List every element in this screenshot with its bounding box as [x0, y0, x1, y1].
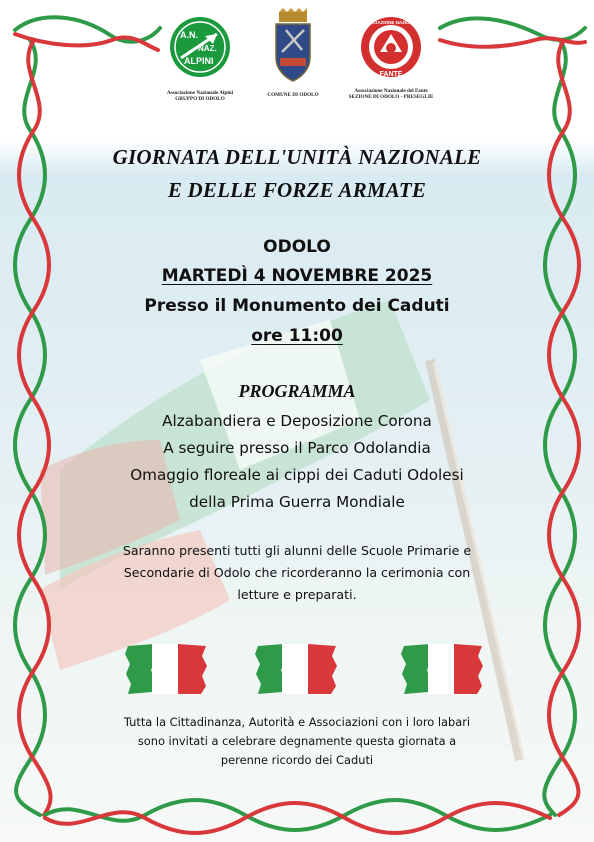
italian-flag-icon	[125, 644, 207, 694]
comune-coat-of-arms	[270, 8, 316, 84]
note-line: letture e preparati.	[237, 587, 357, 602]
footer-line: perenne ricordo dei Caduti	[220, 753, 374, 767]
event-place: ODOLO	[263, 237, 331, 257]
ana-logo-caption: Associazione Nazionale Alpini GRUPPO DI ODOLO	[166, 90, 234, 102]
event-date: MARTEDÌ 4 NOVEMBRE 2025	[161, 266, 433, 286]
programme-item: della Prima Guerra Mondiale	[189, 493, 405, 511]
note-line: Secondarie di Odolo che ricorderanno la cerimonia con	[123, 565, 471, 580]
ana-logo-left-text: A.N.	[180, 30, 198, 40]
programme-item: Omaggio floreale ai cippi dei Caduti Odolesi	[130, 466, 464, 484]
event-time: ore 11:00	[251, 326, 343, 346]
footer-line: Tutta la Cittadinanza, Autorità e Associazioni con i loro labari	[123, 715, 471, 729]
header-logos	[0, 0, 594, 130]
italian-flag-icon	[401, 644, 483, 694]
programme-list	[0, 408, 594, 516]
title-line-1: GIORNATA DELL'UNITÀ NAZIONALE	[112, 145, 482, 169]
italian-flags-row	[0, 640, 594, 700]
ana-alpini-logo	[167, 14, 233, 80]
italian-flag-icon	[255, 644, 337, 694]
fante-logo-arc-text: ASSOCIAZIONE NAZIONALE	[360, 20, 422, 25]
fante-association-logo	[358, 14, 424, 80]
note-line: Saranno presenti tutti gli alunni delle Scuole Primarie e	[122, 543, 472, 558]
schools-note	[0, 540, 594, 606]
fante-logo-bottom-text: FANTE	[379, 71, 403, 78]
fante-caption: Associazione Nazionale del Fante SEZIONE DI ODOLO - PRESEGLIE	[348, 88, 434, 100]
ana-logo-bottom-text: ALPINI	[184, 56, 214, 66]
invitation-footer	[0, 713, 594, 770]
programme-heading: PROGRAMMA	[238, 381, 356, 401]
ana-logo-mid-text: NAZ.	[198, 44, 217, 53]
programme-item: Alzabandiera e Deposizione Corona	[162, 412, 432, 430]
footer-line: sono invitati a celebrare degnamente questa giornata a	[137, 734, 457, 748]
event-location: Presso il Monumento dei Caduti	[144, 296, 450, 316]
title-line-2: E DELLE FORZE ARMATE	[167, 178, 427, 202]
comune-caption: COMUNE DI ODOLO	[267, 92, 319, 98]
programme-item: A seguire presso il Parco Odolandia	[163, 439, 431, 457]
